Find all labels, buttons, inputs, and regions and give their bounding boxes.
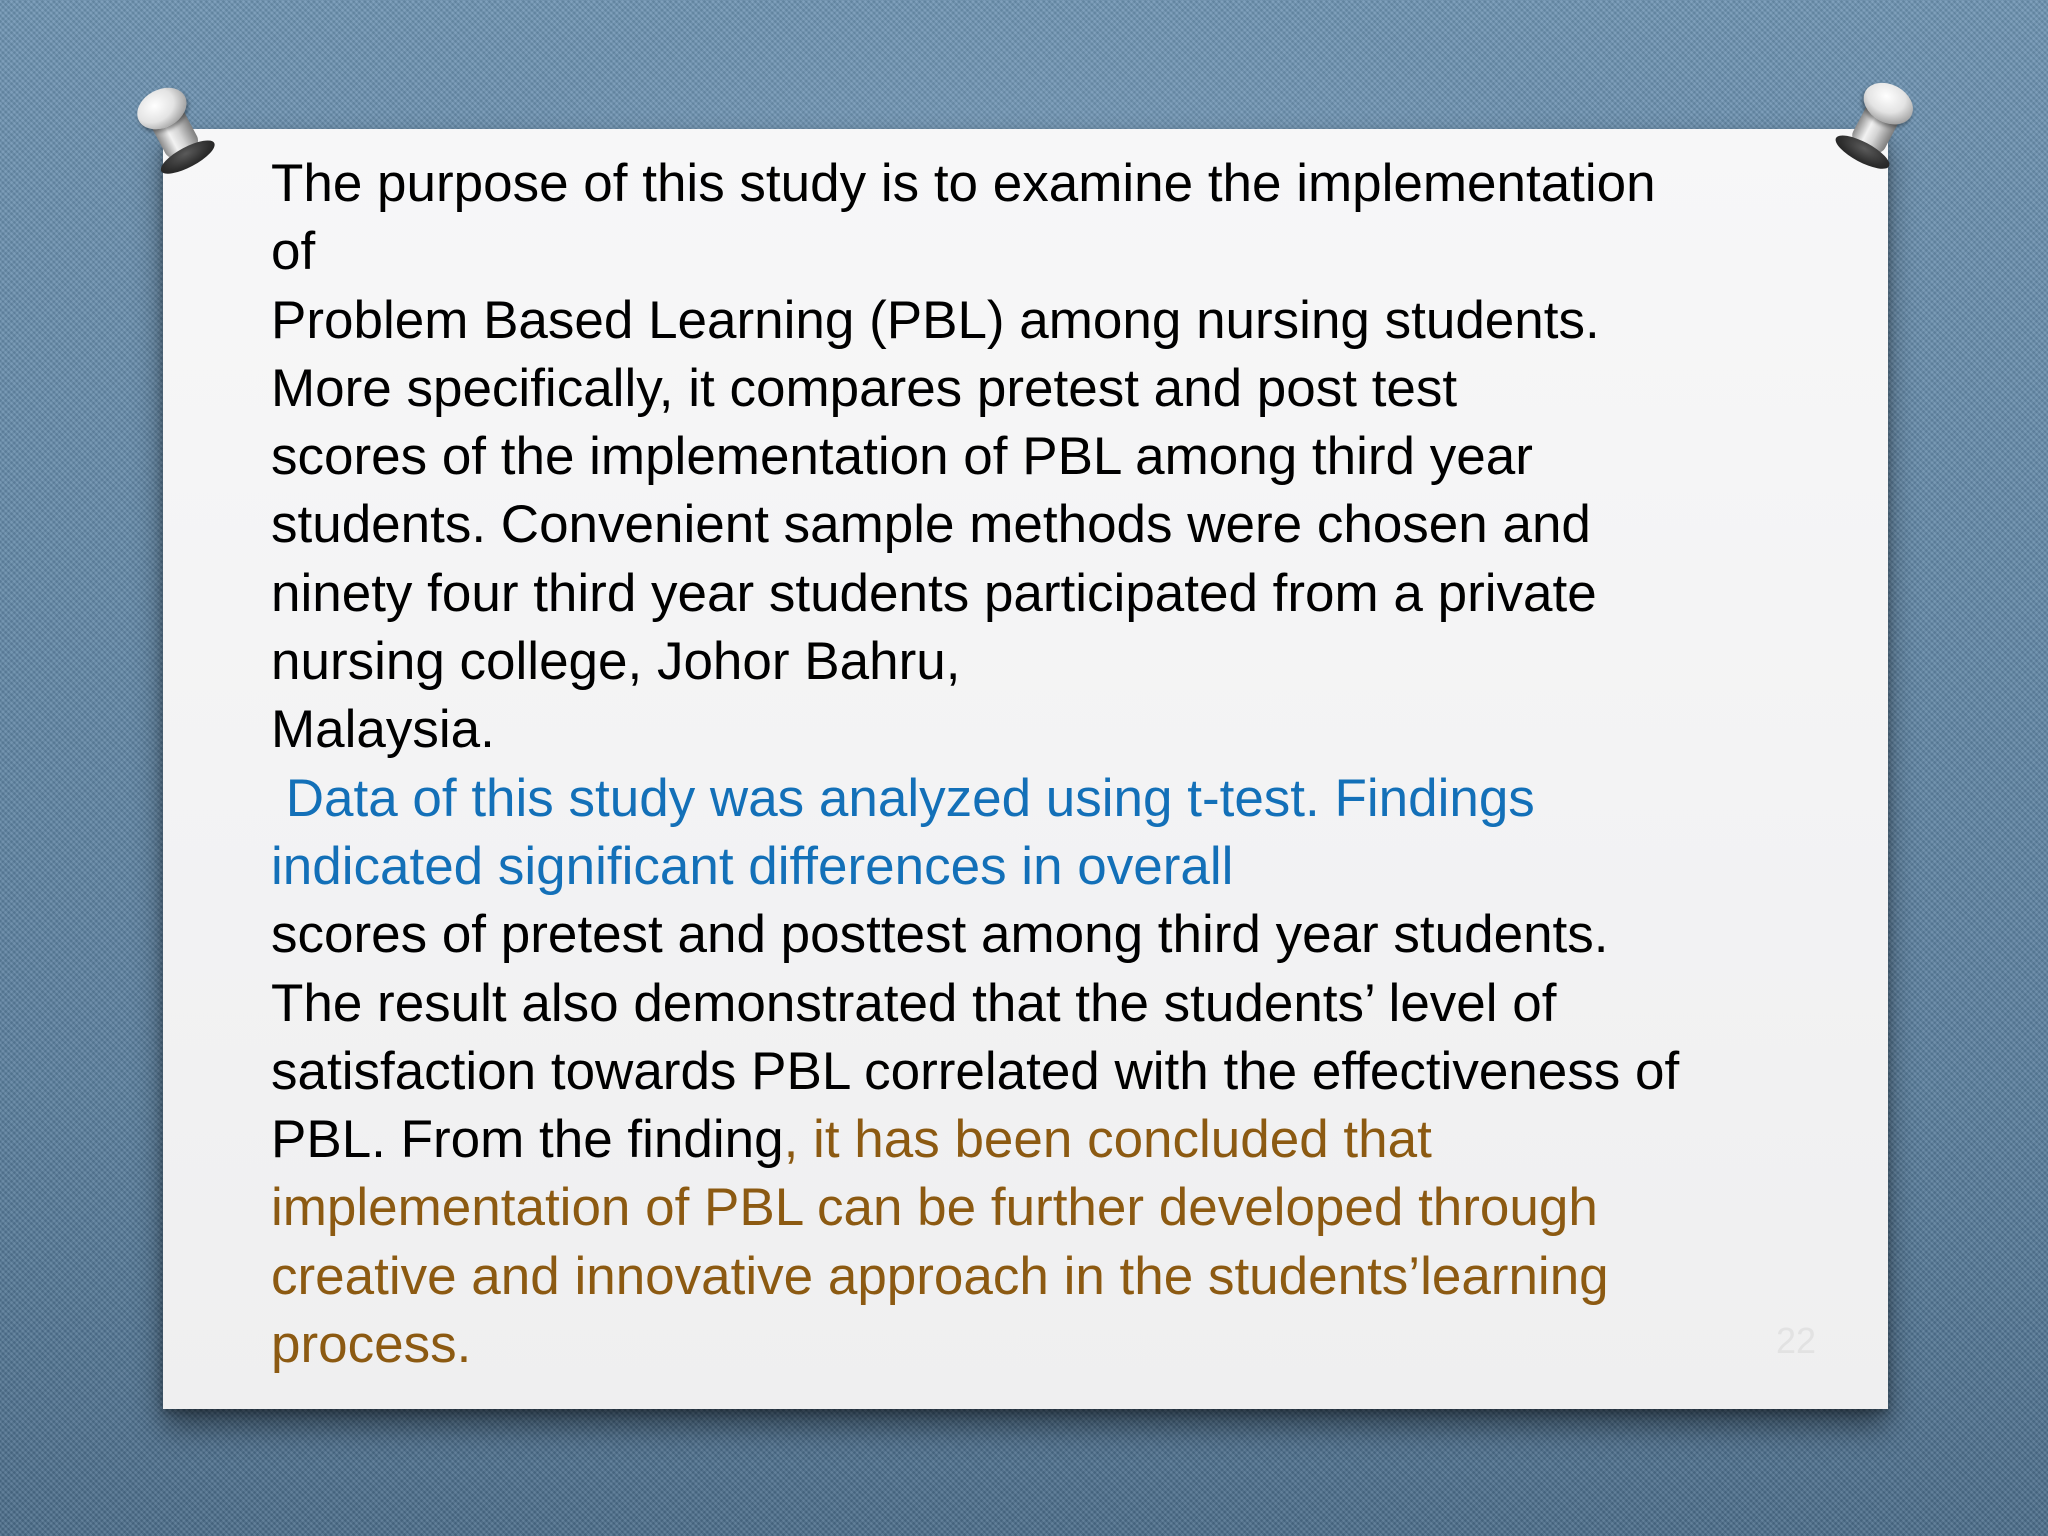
text-line: scores of pretest and posttest among third year students. [271,905,1609,965]
text-line: ninety four third year students participated from a private [271,563,1597,623]
highlight-brown-line: implementation of PBL can be further developed through [271,1178,1598,1238]
page-number: 22 [1776,1320,1817,1361]
text-line: students. Convenient sample methods were chosen and [271,495,1591,555]
highlight-brown-line: process. [271,1315,472,1375]
text-line: satisfaction towards PBL correlated with the effectiveness of [271,1041,1680,1101]
abstract-paragraph [271,150,1801,1379]
text-line: More specifically, it compares pretest and post test [271,358,1458,418]
text-line: Problem Based Learning (PBL) among nursing students. [271,290,1600,350]
highlight-blue-line: indicated significant differences in overall [271,836,1234,896]
text-line: The result also demonstrated that the students’ level of [271,973,1557,1033]
highlight-blue-line: Data of this study was analyzed using t-test. Findings [271,768,1535,828]
text-line: PBL. From the finding [271,1110,784,1170]
text-line: The purpose of this study is to examine the implementation [271,154,1656,213]
highlight-brown-line: creative and innovative approach in the students’learning [271,1246,1609,1306]
text-line: Malaysia. [271,700,495,760]
highlight-brown-line: , it has been concluded that [783,1110,1432,1170]
text-line: of [271,222,316,282]
text-line: nursing college, Johor Bahru, [271,632,961,692]
text-line: scores of the implementation of PBL among third year [271,427,1533,487]
